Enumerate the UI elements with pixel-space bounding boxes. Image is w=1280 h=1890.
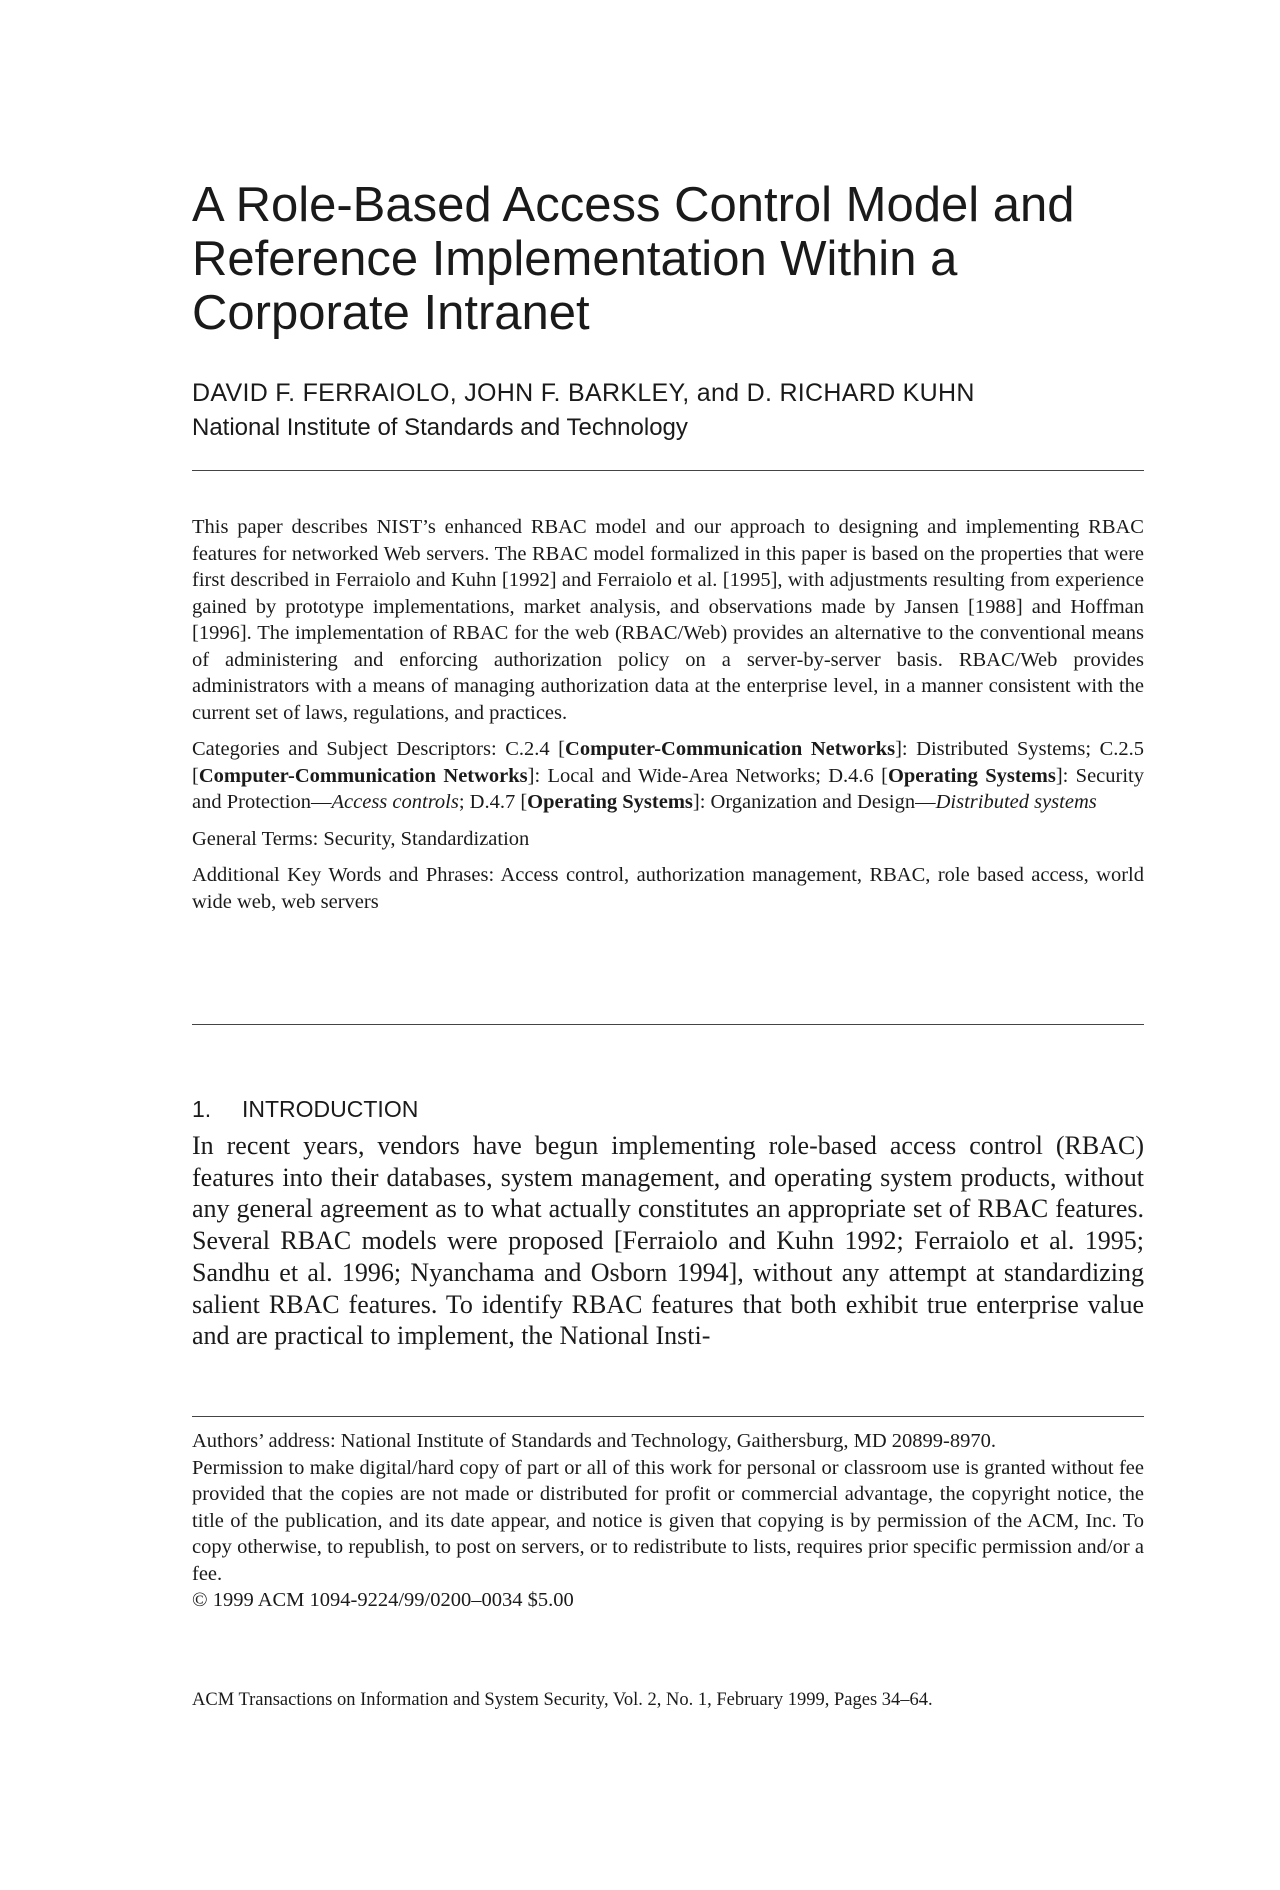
section-number: 1. xyxy=(192,1096,212,1122)
categories-text: ]: Organization and Design— xyxy=(692,791,936,813)
affiliation: National Institute of Standards and Technology xyxy=(192,414,688,441)
section-heading xyxy=(192,1095,418,1123)
abstract-block xyxy=(192,514,1144,925)
keywords: Additional Key Words and Phrases: Access control, authorization management, RBAC, role based access, world wide web, web servers xyxy=(192,864,1144,913)
journal-citation: ACM Transactions on Information and System Security, Vol. 2, No. 1, February 1999, Pages 34–64. xyxy=(192,1690,933,1710)
category-subterm: Distributed systems xyxy=(935,791,1097,813)
section-title: INTRODUCTION xyxy=(242,1096,419,1122)
general-terms: General Terms: Security, Standardization xyxy=(192,827,530,850)
abstract-rule xyxy=(192,1024,1144,1025)
category-term: Computer-Communication Networks xyxy=(565,738,896,760)
category-subterm: Access controls xyxy=(331,791,459,813)
category-term: Operating Systems xyxy=(527,791,693,813)
categories-descriptors xyxy=(192,736,1144,816)
copyright-line: © 1999 ACM 1094-9224/99/0200–0034 $5.00 xyxy=(192,1589,574,1611)
permission-notice: Permission to make digital/hard copy of part or all of this work for personal or classroom use is granted without fee provided that the copies are not made or distributed for profit or commercial advantage, the copyright notice, the title of the publication, and its date appear, and notice is given that copying is by permission of the ACM, Inc. To copy otherwise, to republish, to post on servers, or to redistribute to lists, requires prior specific permission and/or a fee. xyxy=(192,1456,1144,1585)
category-term: Computer-Communication Networks xyxy=(198,764,528,787)
category-term: Operating Systems xyxy=(887,764,1056,787)
categories-text: ]: Distributed Systems; C.2.5 [ xyxy=(192,738,1145,787)
footnotes xyxy=(192,1428,1144,1614)
paper-title: A Role-Based Access Control Model and Reference Implementation Within a Corporate Intranet xyxy=(192,178,1075,340)
categories-text: ]: Security and Protection— xyxy=(192,764,1144,813)
header-rule xyxy=(192,470,1144,471)
categories-text: C.2.4 [ xyxy=(505,738,566,760)
authors-address: Authors’ address: National Institute of Standards and Technology, Gaithersburg, MD 20899-8970. xyxy=(192,1430,997,1452)
author-list: DAVID F. FERRAIOLO, JOHN F. BARKLEY, and D. RICHARD KUHN xyxy=(192,379,975,407)
categories-label: Categories and Subject Descriptors: xyxy=(192,738,506,760)
introduction-text: In recent years, vendors have begun implementing role-based access control (RBAC) features into their databases, system management, and operating system products, without any general agreement as to what actually constitutes an appropriate set of RBAC features. Several RBAC models were proposed [Ferraiolo and Kuhn 1992; Ferraiolo et al. 1995; Sandhu et al. 1996; Nyanchama and Osborn 1994], without any attempt at standardizing salient RBAC features. To identify RBAC features that both exhibit true enterprise value and are practical to implement, the National Insti- xyxy=(192,1131,1144,1351)
footnote-rule xyxy=(192,1416,1144,1417)
categories-text: ]: Local and Wide-Area Networks; D.4.6 [ xyxy=(527,764,888,787)
categories-text: ; D.4.7 [ xyxy=(458,791,528,813)
abstract-text: This paper describes NIST’s enhanced RBAC model and our approach to designing and implementing RBAC features for networked Web servers. The RBAC model formalized in this paper is based on the properties that were first described in Ferraiolo and Kuhn [1992] and Ferraiolo et al. [1995], with adjustments resulting from experience gained by prototype implementations, market analysis, and observations made by Jansen [1988] and Hoffman [1996]. The implementation of RBAC for the web (RBAC/Web) provides an alternative to the conventional means of administering and enforcing authorization policy on a server-by-server basis. RBAC/Web provides administrators with a means of managing authorization data at the enterprise level, in a manner consistent with the current set of laws, regulations, and practices. xyxy=(192,516,1144,724)
